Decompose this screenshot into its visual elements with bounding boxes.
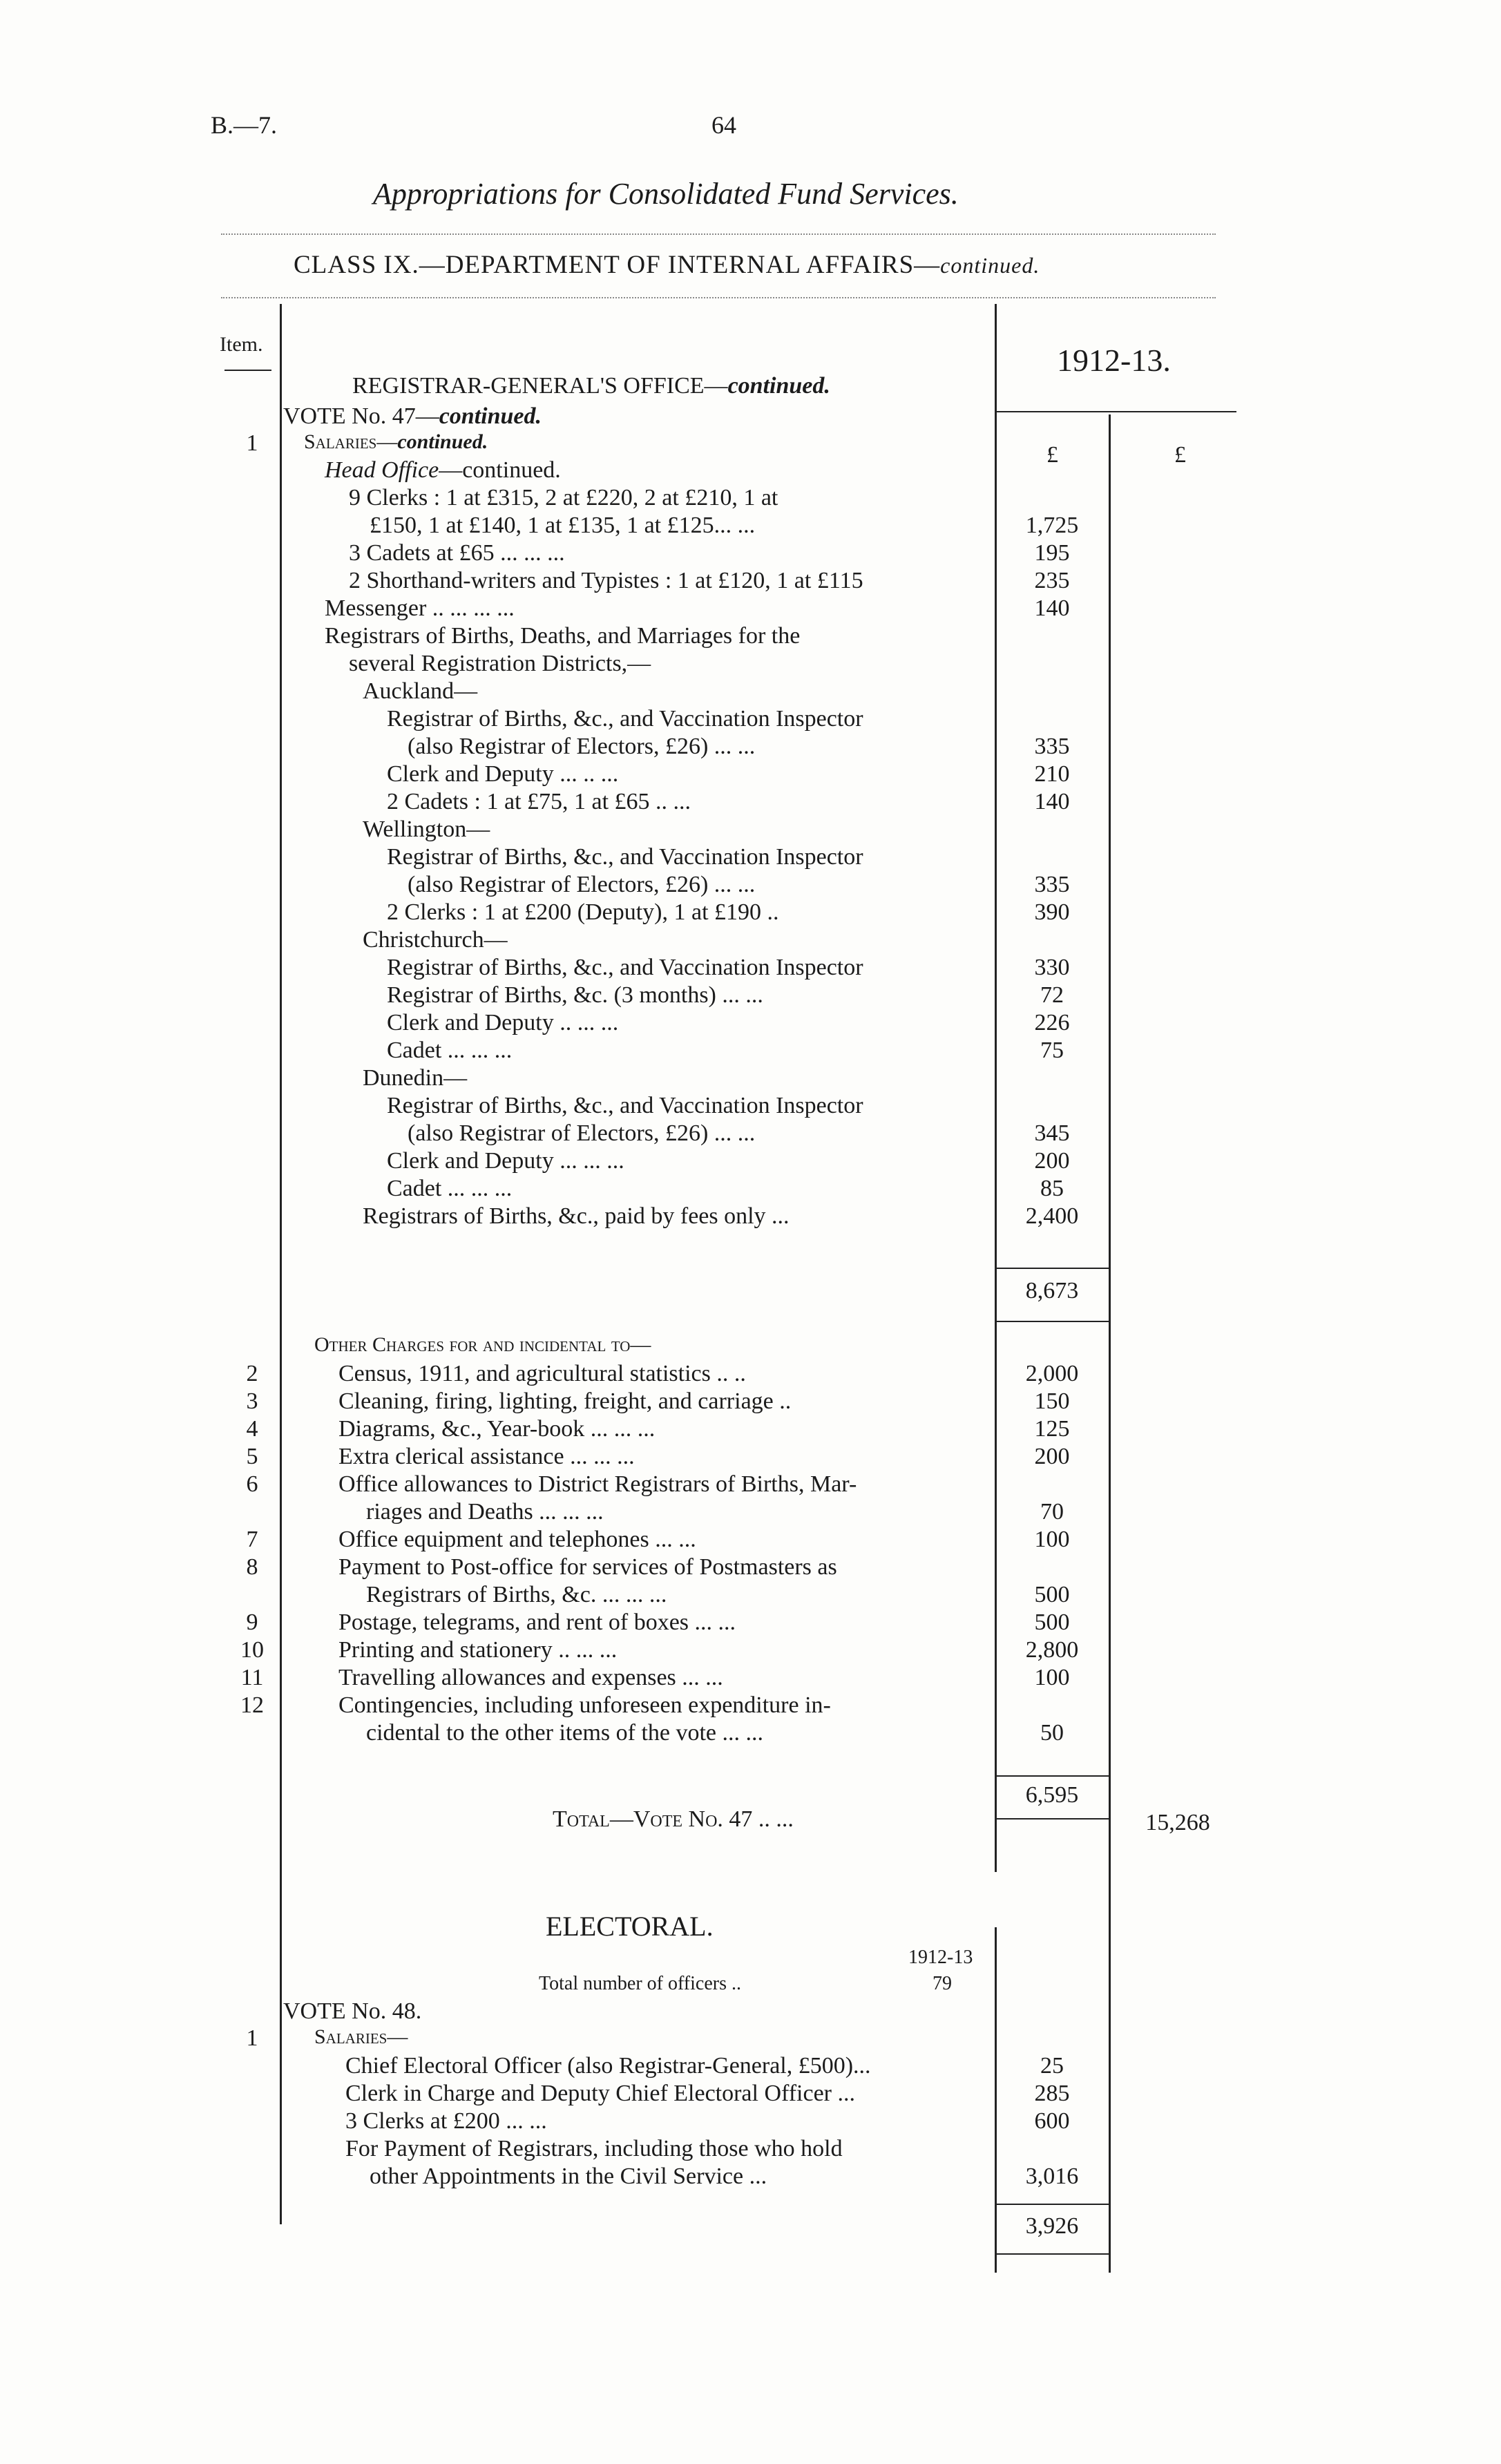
line-amount: 200 [1034,1444,1070,1469]
line-text: Christchurch— [363,927,508,953]
subtotal-rule [995,1818,1109,1820]
line-text: 2 Cadets : 1 at £75, 1 at £65 .. ... [387,789,691,814]
line-text: Clerk and Deputy ... ... ... [387,1148,624,1174]
line-text: 3 Cadets at £65 ... ... ... [349,540,565,566]
line-amount: 150 [1034,1388,1070,1414]
column-rule-amount [995,1927,997,2273]
vote-total-label: Total—Vote No. 47 .. ... [553,1806,794,1832]
other-charges-heading: Other Charges for and incidental to— [314,1333,651,1356]
line-amount: 500 [1034,1610,1070,1635]
line-text: Wellington— [363,816,490,842]
column-rule-item [280,304,282,2224]
line-amount: 2,800 [1025,1637,1079,1663]
subtotal-rule [995,1321,1109,1322]
item-number: 2 [246,1361,258,1386]
subheading-text: Head Office [325,457,439,483]
line-amount: 235 [1034,568,1070,593]
pound-header: £ [1174,442,1186,468]
line-text: Extra clerical assistance ... ... ... [338,1444,635,1469]
item-number: 3 [246,1388,258,1414]
line-amount: 345 [1034,1120,1070,1146]
line-amount: 390 [1034,899,1070,925]
line-text: riages and Deaths ... ... ... [366,1499,604,1525]
line-text: several Registration Districts,— [349,651,651,676]
line-text: Printing and stationery .. ... ... [338,1637,618,1663]
section-heading-suffix: continued. [727,373,830,399]
page-title: Appropriations for Consolidated Fund Services. [373,177,959,211]
item-number: 8 [246,1554,258,1580]
divider [221,297,1216,298]
subtotal-rule [995,2253,1109,2255]
subheading [325,457,561,484]
electoral-heading: ELECTORAL. [546,1911,714,1942]
electoral-vote-heading: VOTE No. 48. [283,1998,422,2024]
line-amount: 125 [1034,1416,1070,1442]
line-amount: 600 [1034,2108,1070,2134]
line-text: Cleaning, firing, lighting, freight, and carriage .. [338,1388,792,1414]
line-amount: 140 [1034,789,1070,814]
line-text: Dunedin— [363,1065,468,1091]
line-text: Contingencies, including unforeseen expenditure in- [338,1692,831,1718]
line-text: 9 Clerks : 1 at £315, 2 at £220, 2 at £210, 1 at [349,485,778,510]
line-amount: 210 [1034,761,1070,787]
line-text: Travelling allowances and expenses ... ... [338,1665,723,1690]
section-heading [352,373,830,399]
line-text: 2 Shorthand-writers and Typistes : 1 at £120, 1 at £115 [349,568,863,593]
class-heading [294,250,1040,280]
line-amount: 2,000 [1025,1361,1079,1386]
salaries-heading-text: Salaries— [304,430,398,453]
item-number: 4 [246,1416,258,1442]
line-amount: 100 [1034,1527,1070,1552]
subtotal-rule [995,1775,1109,1777]
line-amount: 1,725 [1025,513,1079,538]
line-text: Registrar of Births, &c., and Vaccination Inspector [387,955,863,980]
line-text: Cadet ... ... ... [387,1038,513,1063]
line-text: Registrar of Births, &c., and Vaccination Inspector [387,706,863,732]
line-amount: 500 [1034,1582,1070,1607]
subheading-suffix: —continued. [439,457,561,483]
officers-count: 79 [933,1973,952,1994]
page-ref: B.—7. [211,111,278,139]
line-amount: 335 [1034,734,1070,759]
class-heading-suffix: continued. [940,253,1040,278]
line-text: Registrar of Births, &c. (3 months) ... ... [387,982,763,1008]
item-number: 5 [246,1444,258,1469]
item-number: 12 [240,1692,264,1718]
pound-header: £ [1046,442,1058,468]
line-text: Census, 1911, and agricultural statistics .. .. [338,1361,746,1386]
salaries-total: 8,673 [1025,1278,1079,1303]
vote-heading-text: VOTE No. 47— [283,403,439,429]
line-text: Payment to Post-office for services of Postmasters as [338,1554,837,1580]
item-number: 7 [246,1527,258,1552]
salaries-heading-suffix: continued. [397,430,488,453]
line-amount: 25 [1040,2053,1064,2079]
subtotal-rule [995,2204,1109,2205]
line-text: Clerk and Deputy .. ... ... [387,1010,619,1035]
item-number: 11 [240,1665,264,1690]
section-heading-text: REGISTRAR-GENERAL'S OFFICE— [352,373,728,399]
vote-total: 15,268 [1145,1810,1210,1835]
line-amount: 50 [1040,1720,1064,1746]
line-amount: 72 [1040,982,1064,1008]
line-amount: 200 [1034,1148,1070,1174]
item-header: Item. [220,333,263,356]
line-text: Cadet ... ... ... [387,1176,513,1201]
line-amount: 3,016 [1025,2164,1079,2189]
year-header: 1912-13. [1057,343,1171,378]
line-text: For Payment of Registrars, including those who hold [345,2136,843,2161]
subtotal-rule [995,1268,1109,1269]
salaries-heading [304,430,488,454]
line-amount: 226 [1034,1010,1070,1035]
item-underline [224,370,271,371]
line-amount: 100 [1034,1665,1070,1690]
line-text: Registrars of Births, &c. ... ... ... [366,1582,667,1607]
line-text: other Appointments in the Civil Service ... [370,2164,767,2189]
vote-heading [283,403,542,430]
line-amount: 330 [1034,955,1070,980]
line-text: Registrars of Births, Deaths, and Marriages for the [325,623,801,649]
item-number: 10 [240,1637,264,1663]
line-text: Clerk and Deputy ... .. ... [387,761,619,787]
line-amount: 140 [1034,595,1070,621]
line-amount: 285 [1034,2081,1070,2106]
line-text: cidental to the other items of the vote ... ... [366,1720,764,1746]
line-amount: 70 [1040,1499,1064,1525]
line-text: Registrars of Births, &c., paid by fees only ... [363,1203,790,1229]
line-amount: 75 [1040,1038,1064,1063]
electoral-salaries-heading: Salaries— [314,2025,408,2048]
line-amount: 335 [1034,872,1070,897]
item-number: 9 [246,1610,258,1635]
line-text: 2 Clerks : 1 at £200 (Deputy), 1 at £190 .. [387,899,779,925]
line-text: Registrar of Births, &c., and Vaccination Inspector [387,844,863,870]
line-text: Chief Electoral Officer (also Registrar-General, £500)... [345,2053,871,2079]
item-number: 1 [246,2025,258,2051]
divider [221,233,1216,235]
item-number: 1 [246,430,258,456]
line-text: 3 Clerks at £200 ... ... [345,2108,547,2134]
line-amount: 195 [1034,540,1070,566]
column-rule-amount [995,304,997,1872]
charges-total: 6,595 [1025,1782,1079,1808]
page-number: 64 [711,111,736,139]
line-text: (also Registrar of Electors, £26) ... ... [408,734,756,759]
line-text: Office allowances to District Registrars of Births, Mar- [338,1471,857,1497]
line-text: Auckland— [363,678,478,704]
line-text: Clerk in Charge and Deputy Chief Electoral Officer ... [345,2081,856,2106]
class-heading-main: CLASS IX.—DEPARTMENT OF INTERNAL AFFAIRS— [294,251,941,279]
line-amount: 85 [1040,1176,1064,1201]
electoral-total: 3,926 [1025,2213,1079,2239]
line-text: £150, 1 at £140, 1 at £135, 1 at £125... ... [370,513,756,538]
vote-heading-suffix: continued. [439,403,542,429]
column-rule-total [1109,414,1111,2273]
line-text: Diagrams, &c., Year-book ... ... ... [338,1416,656,1442]
officers-year: 1912-13 [908,1947,973,1968]
line-text: (also Registrar of Electors, £26) ... ... [408,1120,756,1146]
line-text: Messenger .. ... ... ... [325,595,515,621]
line-text: (also Registrar of Electors, £26) ... ... [408,872,756,897]
line-text: Postage, telegrams, and rent of boxes ... ... [338,1610,736,1635]
line-amount: 2,400 [1025,1203,1079,1229]
officers-label: Total number of officers .. [539,1973,741,1994]
line-text: Registrar of Births, &c., and Vaccination Inspector [387,1093,863,1118]
year-underline [995,411,1236,412]
line-text: Office equipment and telephones ... ... [338,1527,696,1552]
item-number: 6 [246,1471,258,1497]
